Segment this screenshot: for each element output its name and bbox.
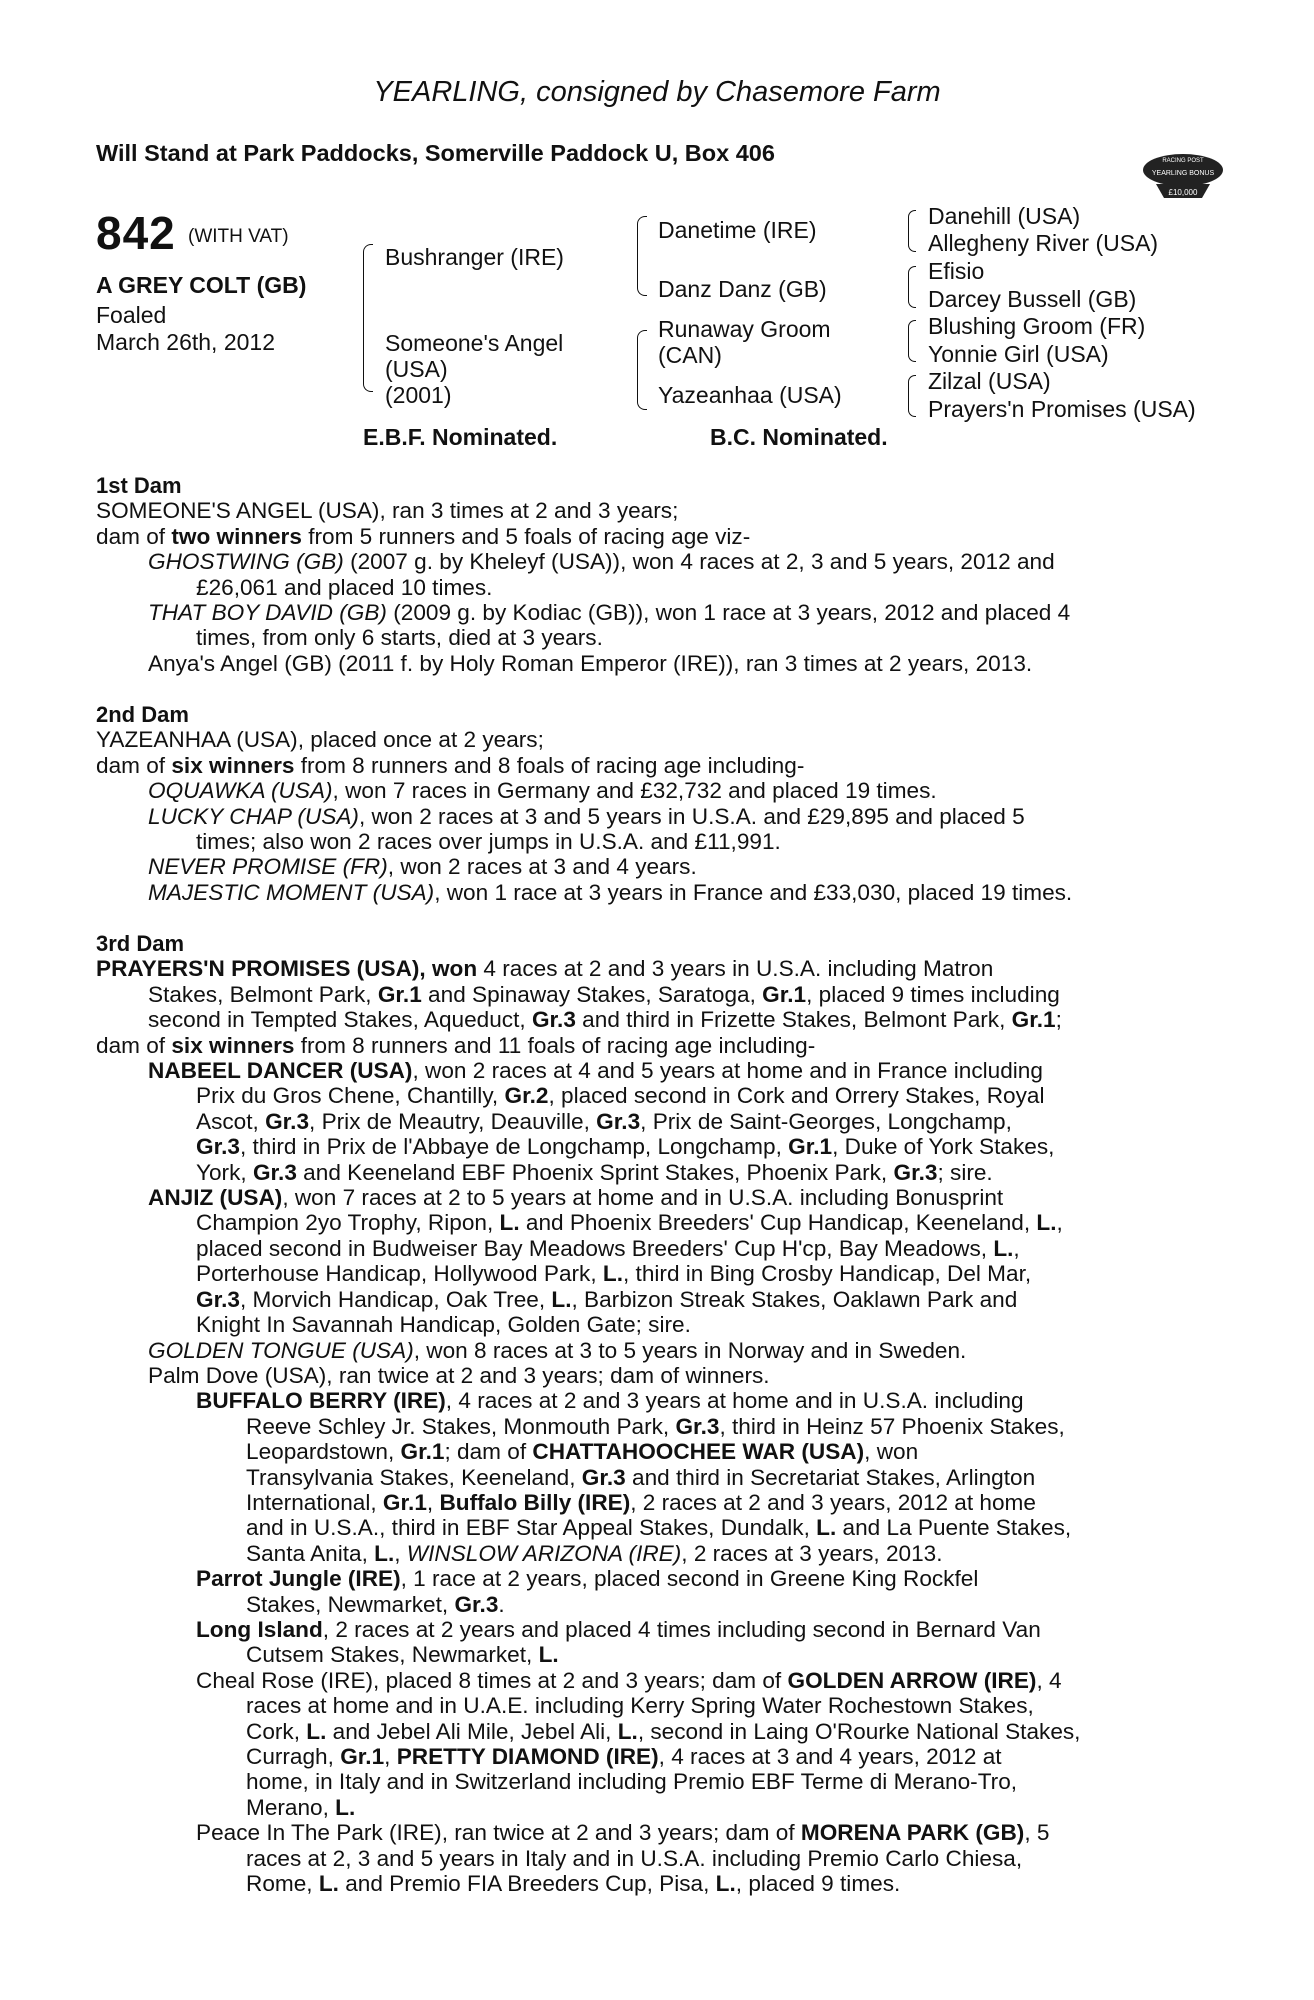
produce-line: International, Gr.1, Buffalo Billy (IRE), 2 races at 2 and 3 years, 2012 at home: [246, 1489, 1036, 1515]
ebf-nominated: E.B.F. Nominated.: [363, 424, 558, 450]
produce-line: GOLDEN TONGUE (USA), won 8 races at 3 to 5 years in Norway and in Sweden.: [148, 1337, 967, 1363]
bonus-badge-icon: [1140, 148, 1226, 200]
dam-line: Stakes, Belmont Park, Gr.1 and Spinaway Stakes, Saratoga, Gr.1, placed 9 times including: [148, 981, 1060, 1007]
pedigree-brace: [908, 210, 916, 252]
pedigree-g8: Prayers'n Promises (USA): [928, 396, 1196, 422]
second-dam-section: [96, 702, 1206, 905]
pedigree-brace: [637, 330, 647, 410]
pedigree-brace: [908, 266, 916, 308]
pedigree-dam-1: Someone's Angel: [385, 330, 564, 356]
produce-line: races at home and in U.A.E. including Kerry Spring Water Rochestown Stakes,: [246, 1693, 1034, 1719]
produce-line: and in U.S.A., third in EBF Star Appeal Stakes, Dundalk, L. and La Puente Stakes,: [246, 1515, 1072, 1541]
produce-line: Cork, L. and Jebel Ali Mile, Jebel Ali, L., second in Laing O'Rourke National Stakes,: [246, 1718, 1081, 1744]
produce-line: Champion 2yo Trophy, Ripon, L. and Phoenix Breeders' Cup Handicap, Keeneland, L.,: [196, 1210, 1063, 1236]
produce-line: Prix du Gros Chene, Chantilly, Gr.2, placed second in Cork and Orrery Stakes, Royal: [196, 1083, 1045, 1109]
produce-line: Curragh, Gr.1, PRETTY DIAMOND (IRE), 4 races at 3 and 4 years, 2012 at: [246, 1744, 1002, 1769]
section-heading: 1st Dam: [96, 473, 182, 498]
produce-line: Merano, L.: [246, 1794, 356, 1820]
produce-line: GHOSTWING (GB) (2007 g. by Kheleyf (USA)), won 4 races at 2, 3 and 5 years, 2012 and: [148, 549, 1055, 575]
dam-line: YAZEANHAA (USA), placed once at 2 years;: [96, 727, 544, 753]
produce-line: NEVER PROMISE (FR), won 2 races at 3 and 4 years.: [148, 854, 697, 880]
produce-line: Reeve Schley Jr. Stakes, Monmouth Park, Gr.3, third in Heinz 57 Phoenix Stakes,: [246, 1413, 1065, 1439]
page-title: YEARLING, consigned by Chasemore Farm: [373, 76, 941, 108]
pedigree-dam-sire-1: Runaway Groom: [658, 316, 831, 342]
pedigree-g7: Zilzal (USA): [928, 368, 1051, 394]
pedigree-sire: Bushranger (IRE): [385, 244, 564, 270]
produce-line: Gr.3, third in Prix de l'Abbaye de Longchamp, Longchamp, Gr.1, Duke of York Stakes,: [196, 1134, 1055, 1160]
dam-line: PRAYERS'N PROMISES (USA), won 4 races at 2 and 3 years in U.S.A. including Matron: [96, 956, 994, 982]
pedigree-sire-sire: Danetime (IRE): [658, 217, 817, 243]
produce-line: placed second in Budweiser Bay Meadows Breeders' Cup H'cp, Bay Meadows, L.,: [196, 1235, 1020, 1261]
produce-line: OQUAWKA (USA), won 7 races in Germany and £32,732 and placed 19 times.: [148, 778, 937, 804]
badge-amount-text: £10,000: [1168, 188, 1198, 197]
produce-line: THAT BOY DAVID (GB) (2009 g. by Kodiac (GB)), won 1 race at 3 years, 2012 and placed 4: [148, 600, 1071, 626]
produce-line: times; also won 2 races over jumps in U.S.A. and £11,991.: [196, 829, 781, 855]
produce-line: NABEEL DANCER (USA), won 2 races at 4 and 5 years at home and in France including: [148, 1058, 1043, 1084]
produce-line: times, from only 6 starts, died at 3 years.: [196, 625, 603, 651]
lot-description: A GREY COLT (GB): [96, 272, 307, 298]
produce-line: Gr.3, Morvich Handicap, Oak Tree, L., Barbizon Streak Stakes, Oaklawn Park and: [196, 1286, 1018, 1312]
dam-line: dam of two winners from 5 runners and 5 foals of racing age viz-: [96, 523, 751, 549]
lot-number: 842: [96, 207, 176, 259]
pedigree-g3: Efisio: [928, 258, 985, 284]
pedigree-g2: Allegheny River (USA): [928, 230, 1159, 256]
pedigree-g1: Danehill (USA): [928, 203, 1081, 229]
produce-line: £26,061 and placed 10 times.: [196, 574, 493, 600]
produce-line: Cheal Rose (IRE), placed 8 times at 2 and 3 years; dam of GOLDEN ARROW (IRE), 4: [196, 1667, 1062, 1693]
produce-line: Transylvania Stakes, Keeneland, Gr.3 and third in Secretariat Stakes, Arlington: [246, 1464, 1036, 1490]
produce-line: ANJIZ (USA), won 7 races at 2 to 5 years at home and in U.S.A. including Bonusprint: [148, 1185, 1004, 1211]
produce-line: Porterhouse Handicap, Hollywood Park, L., third in Bing Crosby Handicap, Del Mar,: [196, 1261, 1032, 1287]
pedigree-brace: [908, 375, 916, 417]
produce-line: Knight In Savannah Handicap, Golden Gate; sire.: [196, 1312, 691, 1338]
pedigree-sire-dam: Danz Danz (GB): [658, 276, 827, 302]
produce-line: LUCKY CHAP (USA), won 2 races at 3 and 5 years in U.S.A. and £29,895 and placed 5: [148, 803, 1025, 829]
dam-line: dam of six winners from 8 runners and 8 foals of racing age including-: [96, 752, 805, 778]
produce-line: Cutsem Stakes, Newmarket, L.: [246, 1642, 559, 1668]
produce-line: races at 2, 3 and 5 years in Italy and in U.S.A. including Premio Carlo Chiesa,: [246, 1845, 1023, 1871]
section-heading: 2nd Dam: [96, 702, 189, 727]
pedigree-g6: Yonnie Girl (USA): [928, 341, 1109, 367]
produce-line: Peace In The Park (IRE), ran twice at 2 and 3 years; dam of MORENA PARK (GB), 5: [196, 1820, 1050, 1846]
pedigree-brace: [637, 216, 647, 296]
produce-line: Rome, L. and Premio FIA Breeders Cup, Pisa, L., placed 9 times.: [246, 1871, 901, 1897]
pedigree-g4: Darcey Bussell (GB): [928, 286, 1137, 312]
produce-line: York, Gr.3 and Keeneland EBF Phoenix Sprint Stakes, Phoenix Park, Gr.3; sire.: [196, 1159, 993, 1185]
first-dam-section: [96, 473, 1206, 676]
produce-line: Santa Anita, L., WINSLOW ARIZONA (IRE), 2 races at 3 years, 2013.: [246, 1540, 943, 1566]
bc-nominated: B.C. Nominated.: [710, 424, 888, 450]
produce-line: Anya's Angel (GB) (2011 f. by Holy Roman Emperor (IRE)), ran 3 times at 2 years, 2013.: [148, 650, 1033, 676]
produce-line: Palm Dove (USA), ran twice at 2 and 3 years; dam of winners.: [148, 1362, 770, 1388]
produce-line: home, in Italy and in Switzerland including Premio EBF Terme di Merano-Tro,: [246, 1769, 1018, 1795]
pedigree-dam-2: (USA): [385, 356, 448, 382]
badge-mid-text: YEARLING BONUS: [1151, 170, 1215, 177]
third-dam-section: [96, 931, 1206, 1896]
dam-line: dam of six winners from 8 runners and 11 foals of racing age including-: [96, 1032, 816, 1058]
badge-top-text: RACING POST: [1162, 158, 1204, 164]
pedigree-dam-sire-2: (CAN): [658, 342, 722, 368]
pedigree-brace: [363, 244, 373, 392]
pedigree-dam-dam: Yazeanhaa (USA): [658, 382, 842, 408]
produce-line: Leopardstown, Gr.1; dam of CHATTAHOOCHEE WAR (USA), won: [246, 1439, 919, 1465]
produce-line: MAJESTIC MOMENT (USA), won 1 race at 3 years in France and £33,030, placed 19 times.: [148, 879, 1073, 905]
foaled-date: March 26th, 2012: [96, 329, 276, 355]
produce-line: Long Island, 2 races at 2 years and placed 4 times including second in Bernard Van: [196, 1616, 1041, 1642]
pedigree-brace: [908, 320, 916, 362]
foaled-label: Foaled: [96, 302, 167, 328]
section-heading: 3rd Dam: [96, 931, 185, 956]
dam-line: SOMEONE'S ANGEL (USA), ran 3 times at 2 and 3 years;: [96, 498, 679, 524]
stand-location: Will Stand at Park Paddocks, Somerville Paddock U, Box 406: [96, 140, 775, 166]
produce-line: Ascot, Gr.3, Prix de Meautry, Deauville, Gr.3, Prix de Saint-Georges, Longchamp,: [196, 1108, 1012, 1134]
dam-line: second in Tempted Stakes, Aqueduct, Gr.3 and third in Frizette Stakes, Belmont Park, Gr.1;: [148, 1007, 1062, 1033]
produce-line: Parrot Jungle (IRE), 1 race at 2 years, placed second in Greene King Rockfel: [196, 1566, 979, 1592]
pedigree-dam-3: (2001): [385, 382, 452, 408]
pedigree-g5: Blushing Groom (FR): [928, 313, 1146, 339]
produce-line: Stakes, Newmarket, Gr.3.: [246, 1591, 505, 1617]
produce-line: BUFFALO BERRY (IRE), 4 races at 2 and 3 years at home and in U.S.A. including: [196, 1388, 1024, 1414]
vat-label: (WITH VAT): [188, 226, 289, 247]
